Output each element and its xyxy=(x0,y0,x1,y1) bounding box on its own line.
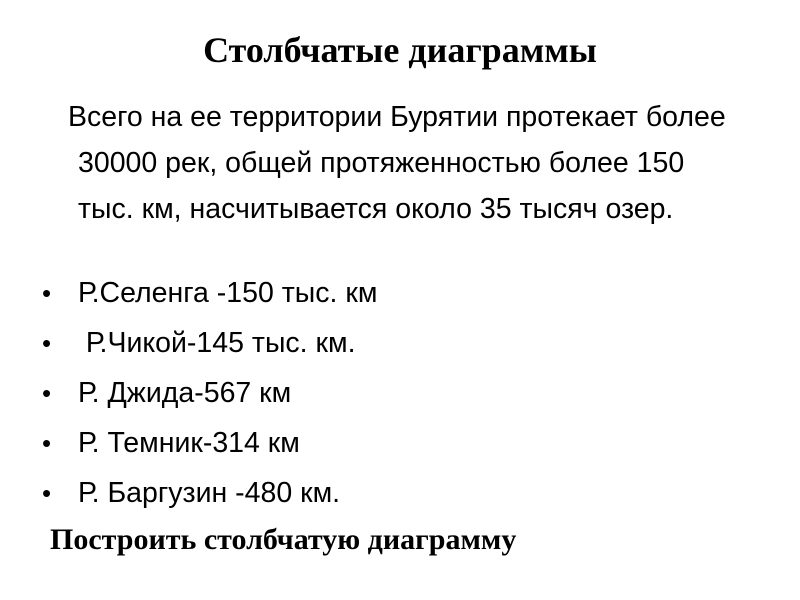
list-item xyxy=(40,318,740,368)
list-item xyxy=(40,268,740,318)
list-item-text: Р. Темник-314 км xyxy=(78,427,300,459)
bullet-icon: • xyxy=(42,278,52,308)
bullet-icon: • xyxy=(42,328,52,358)
list-item-text: Р.Чикой-145 тыс. км. xyxy=(78,327,356,359)
list-item-text: Р.Селенга -150 тыс. км xyxy=(78,277,378,309)
list-item-text: Р. Джида-567 км xyxy=(78,377,292,409)
bullet-icon: • xyxy=(42,378,52,408)
list-item-text: Р. Баргузин -480 км. xyxy=(78,477,341,509)
list-item xyxy=(40,468,740,518)
task-text: Построить столбчатую диаграмму xyxy=(50,523,517,556)
list-item xyxy=(40,368,740,418)
intro-paragraph: Всего на ее территории Бурятии протекает более 30000 рек, общей протяженностью более 150 тыс. км, насчитывается около 35 тысяч озер. xyxy=(68,101,726,225)
slide-title: Столбчатые диаграммы xyxy=(203,30,597,70)
bullet-icon: • xyxy=(42,478,52,508)
bullet-icon: • xyxy=(42,428,52,458)
list-item xyxy=(40,418,740,468)
river-list xyxy=(40,268,740,518)
